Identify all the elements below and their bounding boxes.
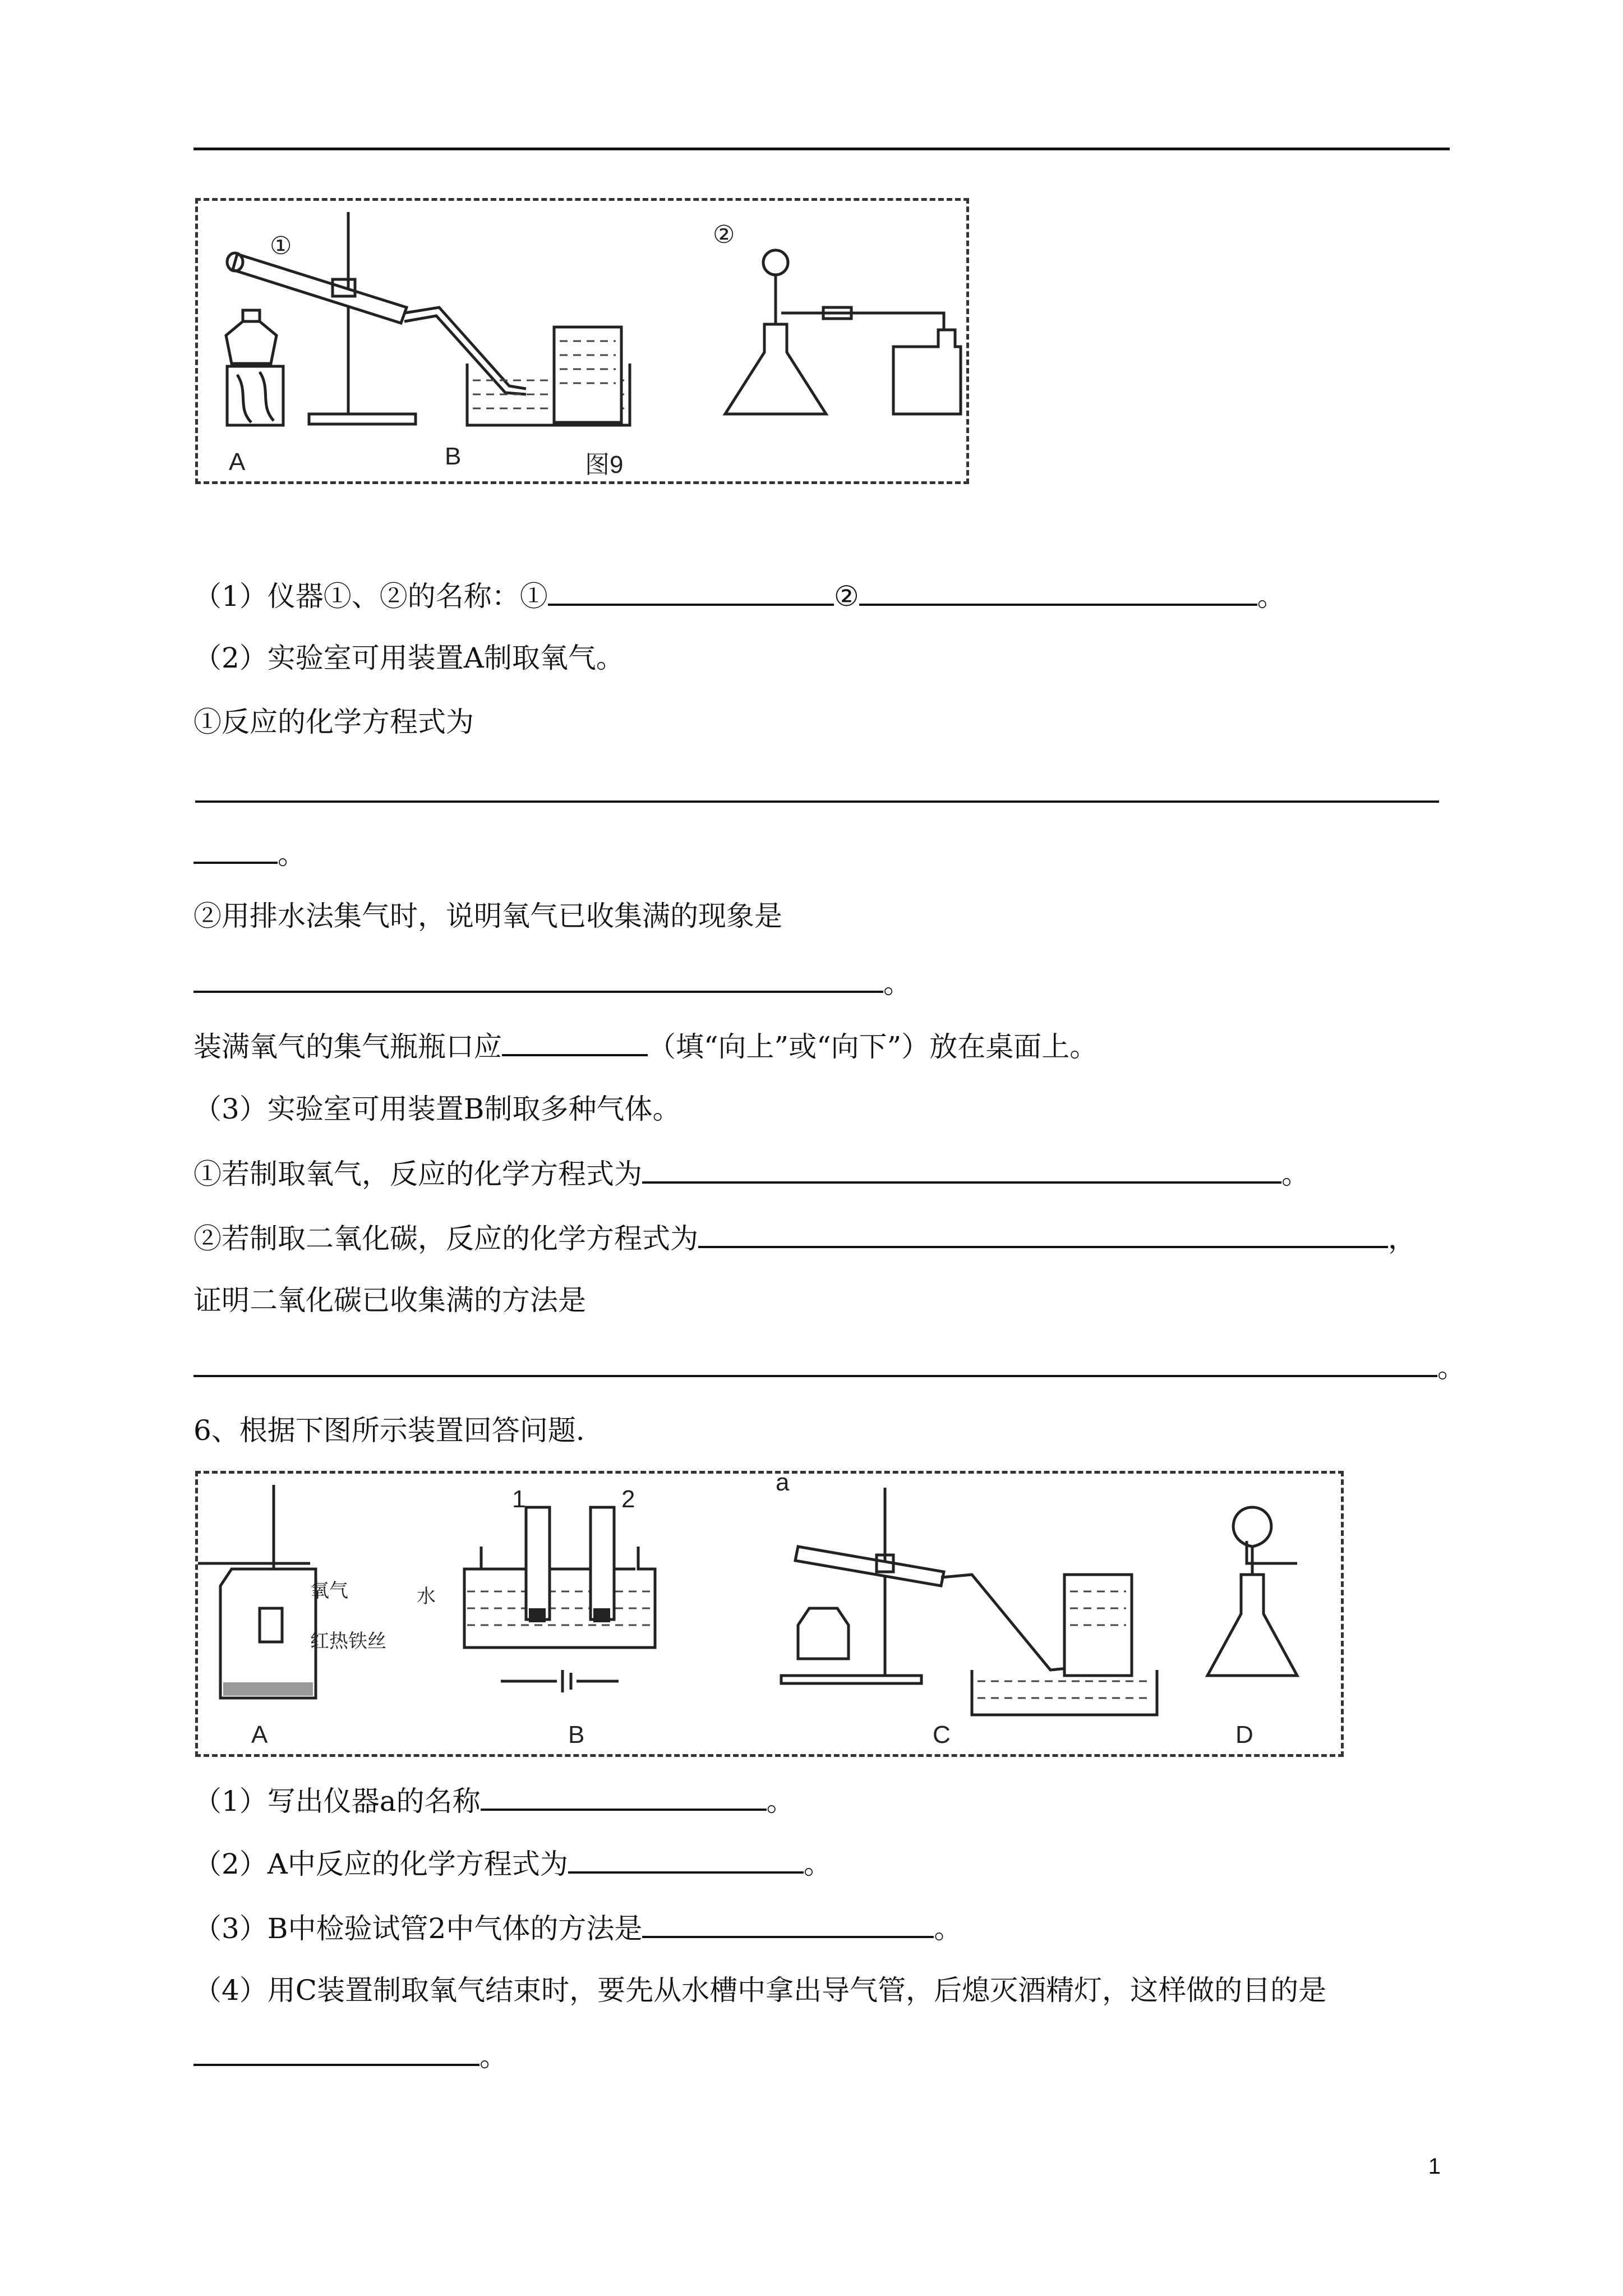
figure-q6 <box>195 1471 1344 1757</box>
instrument-2-label: ② <box>713 221 735 249</box>
label-c: C <box>933 1721 951 1749</box>
answer-blank-10[interactable] <box>568 1846 804 1874</box>
q5-part2b: ②用排水法集气时，说明氧气已收集满的现象是 <box>193 900 782 932</box>
q6-part4: （4）用C装置制取氧气结束时，要先从水槽中拿出导气管，后熄灭酒精灯，这样做的目的是 <box>193 1974 1327 2007</box>
q5-part3c: 证明二氧化碳已收集满的方法是 <box>193 1284 586 1317</box>
label-b: B <box>445 443 462 470</box>
q5-part3b: ②若制取二氧化碳，反应的化学方程式为 ， <box>193 1220 1416 1255</box>
apparatus-c <box>776 1474 1157 1749</box>
q5-part2b-end: 。 <box>193 965 911 1000</box>
q5-part1: （1）仪器①、②的名称：① ② 。 <box>193 578 1285 613</box>
figure-9 <box>195 198 969 484</box>
label-a: A <box>229 448 246 476</box>
oxygen-label: 氧气 <box>310 1580 348 1602</box>
answer-blank-11[interactable] <box>642 1910 934 1938</box>
q5-part3c-end: 。 <box>193 1349 1465 1384</box>
figure-caption: 图9 <box>585 451 624 478</box>
answer-blank-7[interactable] <box>698 1220 1388 1248</box>
answer-blank-2[interactable] <box>859 578 1257 606</box>
water-label: 水 <box>417 1585 436 1608</box>
apparatus-b <box>417 1485 655 1749</box>
answer-blank-3[interactable] <box>193 836 278 864</box>
q5-part2a: ①反应的化学方程式为 <box>193 706 474 738</box>
q5-part2c: 装满氧气的集气瓶瓶口应 （填“向上”或“向下”）放在桌面上。 <box>193 1028 1098 1064</box>
apparatus-d <box>1207 1507 1297 1749</box>
tube-1-label: 1 <box>512 1485 526 1513</box>
answer-blank-4[interactable] <box>193 965 883 993</box>
q5-part3: （3）实验室可用装置B制取多种气体。 <box>193 1093 681 1125</box>
label-d: D <box>1235 1721 1253 1749</box>
q6-title: 6、根据下图所示装置回答问题. <box>193 1414 585 1447</box>
q5-part2a-end: 。 <box>193 836 306 871</box>
q6-part4-end: 。 <box>193 2038 508 2073</box>
header-rule <box>193 148 1450 150</box>
answer-blank-12[interactable] <box>193 2038 479 2066</box>
q6-part1: （1）写出仪器a的名称 。 <box>193 1783 795 1818</box>
q5-part2: （2）实验室可用装置A制取氧气。 <box>193 642 624 674</box>
answer-blank-6[interactable] <box>642 1156 1281 1184</box>
instrument-a-label: a <box>776 1474 790 1496</box>
label-a: A <box>251 1721 268 1749</box>
page-number: 1 <box>1428 2154 1441 2179</box>
q6-part2: （2）A中反应的化学方程式为 。 <box>193 1846 832 1881</box>
iron-wire-label: 红热铁丝 <box>310 1630 386 1653</box>
instrument-1-label: ① <box>270 232 292 260</box>
tube-2-label: 2 <box>621 1485 635 1513</box>
answer-blank-8[interactable] <box>193 1349 1437 1377</box>
q5-part3a: ①若制取氧气，反应的化学方程式为 。 <box>193 1156 1310 1191</box>
answer-line-equation-a[interactable] <box>195 800 1439 803</box>
apparatus-a <box>198 1485 386 1749</box>
answer-blank-9[interactable] <box>481 1783 767 1811</box>
q6-part3: （3）B中检验试管2中气体的方法是 。 <box>193 1910 962 1945</box>
label-b: B <box>568 1721 585 1749</box>
answer-blank-5[interactable] <box>502 1028 648 1056</box>
apparatus-b <box>713 221 961 414</box>
answer-blank-1[interactable] <box>548 578 834 606</box>
